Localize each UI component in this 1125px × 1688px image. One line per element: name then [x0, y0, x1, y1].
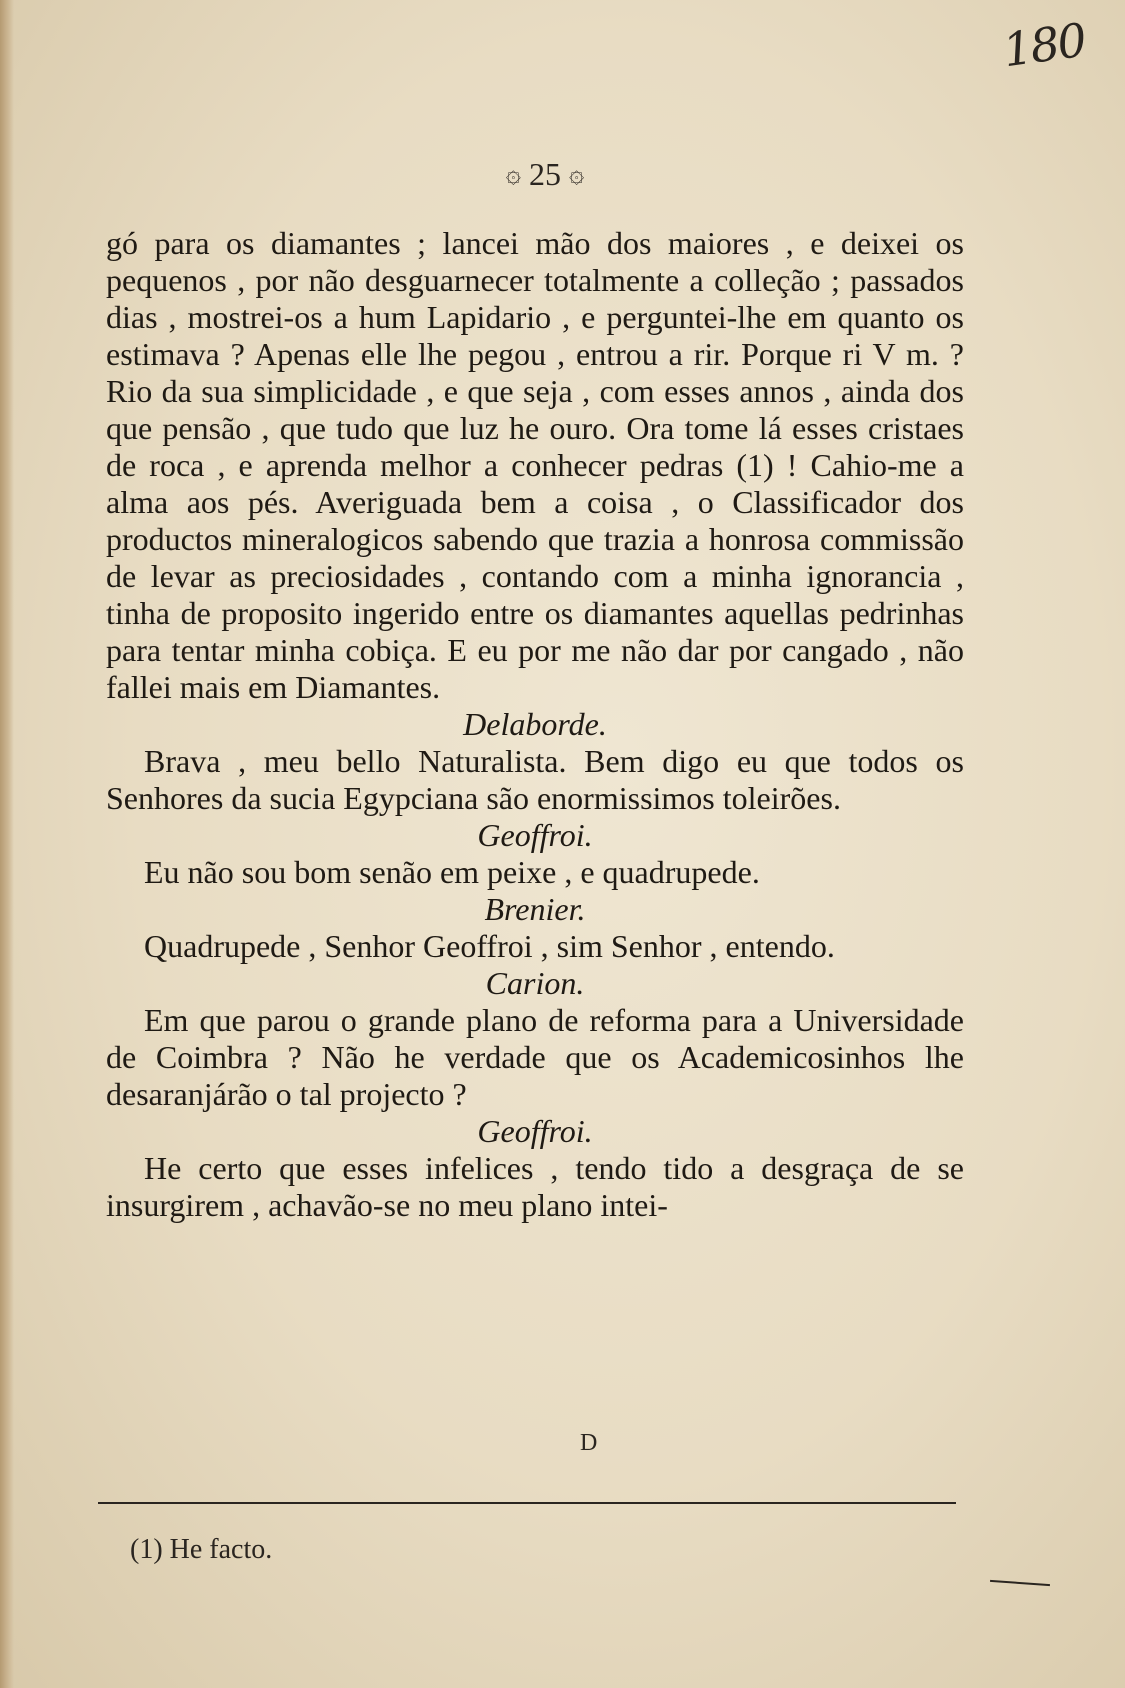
page-number-header [470, 156, 620, 193]
paragraph: He certo que esses infelices , tendo tido a desgraça de se insurgirem , achavão-se no meu plano intei- [106, 1150, 964, 1223]
paragraph: Quadrupede , Senhor Geoffroi , sim Senhor , entendo. [144, 928, 835, 964]
speaker-name: Delaborde. [463, 706, 607, 742]
ornament-left-icon: ۞ [505, 159, 521, 188]
body-text [106, 225, 964, 1224]
speaker-name: Geoffroi. [477, 817, 593, 853]
paragraph: Eu não sou bom senão em peixe , e quadrupede. [144, 854, 760, 890]
paragraph: gó para os diamantes ; lancei mão dos maiores , e deixei os pequenos , por não desguarnecer totalmente a colleção ; passados dias , mostrei-os a hum Lapidario , e perguntei-lhe em quanto os estimava ? Apenas elle lhe pegou , entrou a rir. Porque ri V m. ? Rio da sua simplicidade , e que seja , com esses annos , ainda dos que pensão , que tudo que luz he ouro. Ora tome lá esses cristaes de roca , e aprenda melhor a conhecer pedras (1) ! Cahio-me a alma aos pés. Averiguada bem a coisa , o Classificador dos productos mineralogicos sabendo que trazia a honrosa commissão de levar as preciosidades , contando com a minha ignorancia , tinha de proposito ingerido entre os diamantes aquellas pedrinhas para tentar minha cobiça. E eu por me não dar por cangado , não fallei mais em Diamantes. [106, 225, 964, 705]
speaker-name: Carion. [485, 965, 585, 1001]
folio-number: 180 [999, 12, 1089, 78]
footnote-divider [98, 1502, 956, 1504]
speaker-name: Brenier. [484, 891, 586, 927]
page-number: 25 [529, 156, 561, 192]
ornament-right-icon: ۞ [569, 159, 585, 188]
corner-pen-mark [990, 1580, 1050, 1586]
speaker-name: Geoffroi. [477, 1113, 593, 1149]
signature-mark: D [580, 1430, 598, 1456]
paragraph: Em que parou o grande plano de reforma para a Universidade de Coimbra ? Não he verdade que os Academicosinhos lhe desaranjárão o tal projecto ? [106, 1002, 964, 1112]
footnote: (1) He facto. [130, 1534, 273, 1565]
binding-edge [0, 0, 14, 1688]
paragraph: Brava , meu bello Naturalista. Bem digo eu que todos os Senhores da sucia Egypciana são enormissimos toleirões. [106, 743, 964, 816]
